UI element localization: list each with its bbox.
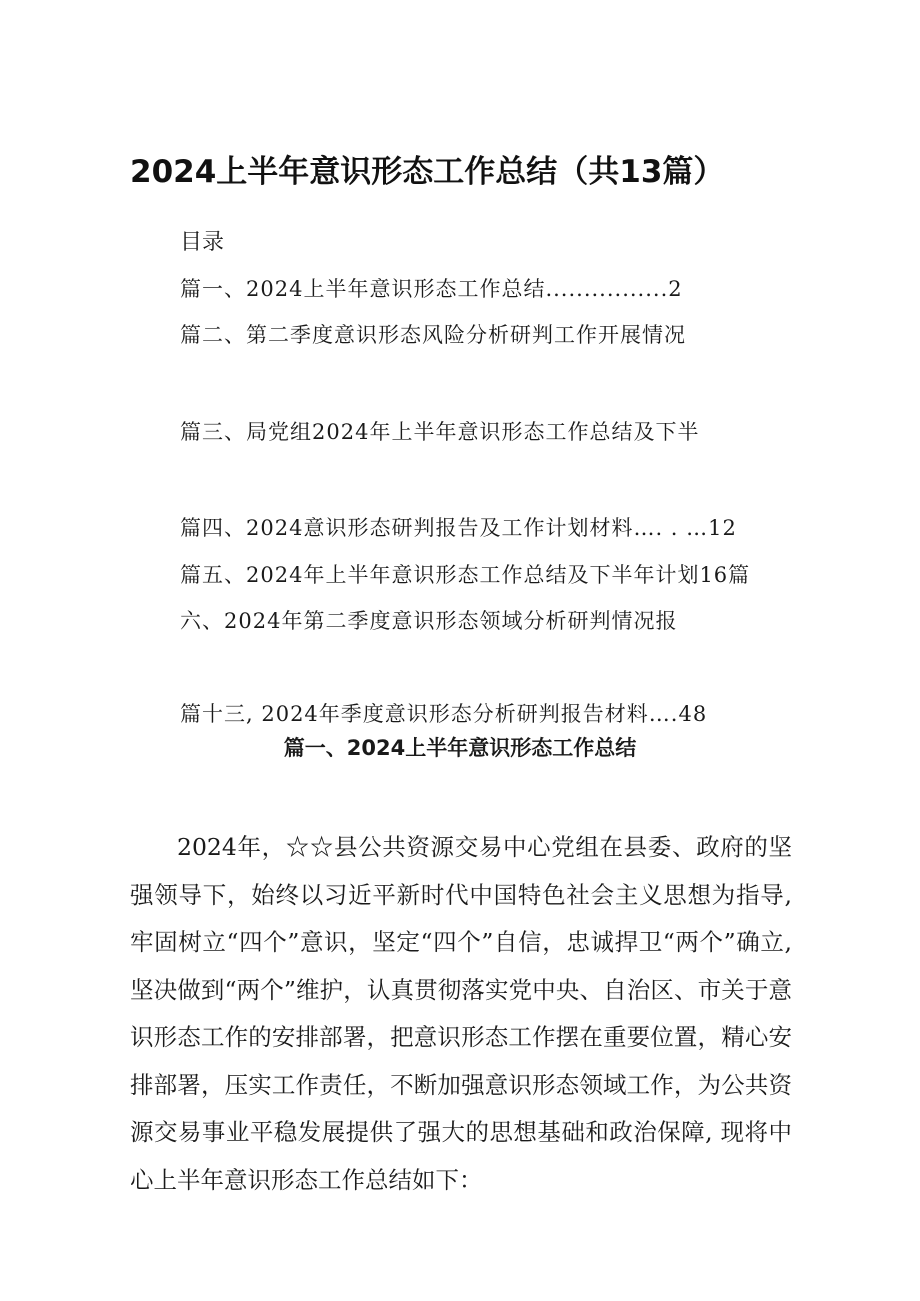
document-title: 2024上半年意识形态工作总结（共13篇） bbox=[130, 154, 725, 190]
toc-entry: 篇二、第二季度意识形态风险分析研判工作开展情况 bbox=[180, 323, 686, 347]
toc-entry: 篇三、局党组2024年上半年意识形态工作总结及下半 bbox=[180, 420, 700, 444]
body-paragraph: 2024年，☆☆县公共资源交易中心党组在县委、政府的坚强领导下，始终以习近平新时代中国特色社会主义思想为指导, 牢固树立“四个”意识，坚定“四个”自信，忠诚捍卫“两个”确立, 坚决做到“两个”维护，认真贯彻落实党中央、自治区、市关于意识形态工作的安排部署，把意识形态工作摆在重要位置，精心安排部署，压实工作责任，不断加强意识形态领域工作，为公共资源交易事业平稳发展提供了强大的思想基础和政治保障, 现将中心上半年意识形态工作总结如下： bbox=[130, 833, 792, 1194]
toc-heading: 目录 bbox=[180, 230, 225, 255]
toc-entry: 篇五、2024年上半年意识形态工作总结及下半年计划16篇 bbox=[180, 563, 751, 587]
toc-entry: 六、2024年第二季度意识形态领域分析研判情况报 bbox=[180, 609, 678, 633]
toc-entry: 篇十三, 2024年季度意识形态分析研判报告材料….48 bbox=[180, 702, 708, 726]
section-title: 篇一、2024上半年意识形态工作总结 bbox=[283, 736, 637, 760]
toc-entry: 篇四、2024意识形态研判报告及工作计划材料…. . …12 bbox=[180, 516, 737, 540]
toc-entry: 篇一、2024上半年意识形态工作总结................2 bbox=[180, 277, 683, 301]
